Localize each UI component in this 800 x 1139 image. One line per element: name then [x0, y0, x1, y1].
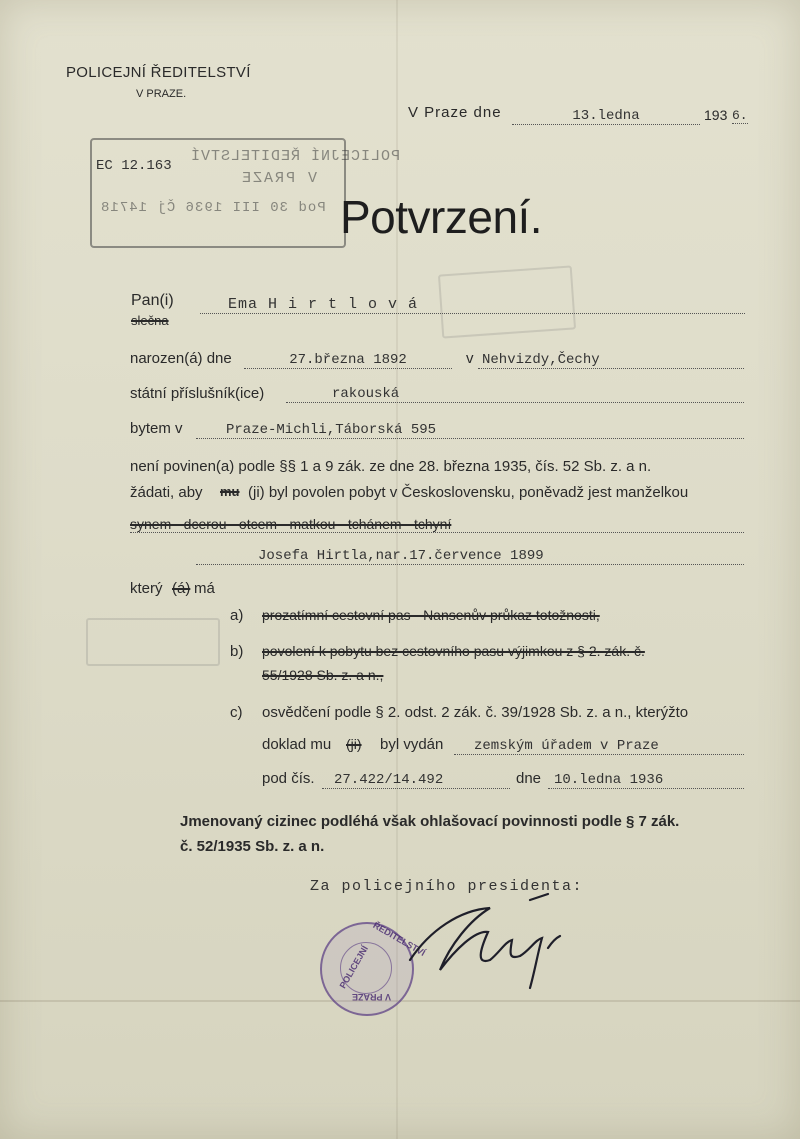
item-a-text: prozatímní cestovní pas - Nansenův průkaz totožnosti,	[262, 607, 600, 623]
place-label: V Praze dne	[408, 104, 502, 121]
issuer-field: zemským úřadem v Praze	[454, 738, 744, 755]
item-c-text: osvědčení podle § 2. odst. 2 zák. č. 39/1928 Sb. z. a n., kterýžto	[262, 704, 689, 721]
law-statement: není povinen(a) podle §§ 1 a 9 zák. ze dne 28. března 1935, čís. 52 Sb. z. a n.	[130, 458, 652, 475]
closing-statement: Jmenovaný cizinec podléhá však ohlašovací povinnosti podle § 7 zák.	[180, 813, 680, 830]
item-c-label: c)	[230, 704, 243, 721]
authority-city: V PRAZE.	[136, 88, 187, 100]
number-label: pod čís.	[262, 770, 315, 787]
birth-date-field: 27.března 1892	[244, 352, 452, 369]
stamp-text: V PRAZE	[240, 170, 318, 187]
which-struck: (á)	[172, 580, 191, 597]
slecna-label: slečna	[131, 313, 169, 328]
request-end: (ji) byl povolen pobyt v Československu, poněvadž jest manželkou	[248, 484, 689, 501]
year-prefix: 193	[704, 107, 728, 123]
issue-date-label: dne	[516, 770, 542, 787]
in-label: v	[466, 350, 474, 367]
citizenship-label: státní příslušník(ice)	[130, 385, 265, 402]
number-field: 27.422/14.492	[322, 772, 510, 789]
doc-issued-label: byl vydán	[380, 736, 444, 753]
stamp-text: POLICEJNÍ ŘEDITELSTVÍ	[190, 148, 401, 165]
residing-label: bytem v	[130, 420, 183, 437]
which-prefix: který	[130, 580, 163, 597]
date-field: 13.ledna	[512, 108, 700, 125]
stamp-text: Pod 30 III 1936 Čj 14718	[100, 200, 326, 216]
item-b-text: povolení k pobytu bez cestovního pasu výjimkou z § 2. zák. č.	[262, 643, 645, 659]
birthplace-field: Nehvizdy,Čechy	[478, 352, 744, 369]
document-title: Potvrzení.	[340, 191, 543, 243]
relations-struck: synem - dcerou - otcem - matkou - tchánem - tchyní	[130, 516, 744, 533]
doc-issued-prefix: doklad mu	[262, 736, 332, 753]
item-a-label: a)	[230, 607, 244, 624]
faint-stamp	[86, 618, 220, 666]
born-label: narozen(á) dne	[130, 350, 232, 367]
request-mu: mu	[220, 484, 240, 499]
closing-statement-cont: č. 52/1935 Sb. z. a n.	[180, 838, 325, 855]
pan-label: Pan(i)	[131, 292, 174, 309]
citizenship-field: rakouská	[286, 386, 744, 403]
stamp-reference: EC 12.163	[96, 158, 172, 174]
residence-field: Praze-Michli,Táborská 595	[196, 422, 744, 439]
for-president-label: Za policejního presidenta:	[310, 878, 584, 895]
item-b-text-cont: 55/1928 Sb. z. a n.,	[262, 667, 384, 683]
year-digit: 6.	[732, 108, 748, 123]
name-field: Ema H i r t l o v á	[200, 296, 745, 314]
spouse-field: Josefa Hirtla,nar.17.července 1899	[196, 548, 744, 565]
item-b-label: b)	[230, 643, 244, 660]
request-start: žádati, aby	[130, 484, 203, 501]
authority-name: POLICEJNÍ ŘEDITELSTVÍ	[66, 64, 251, 81]
signature-scribble	[380, 890, 580, 1000]
issue-date-field: 10.ledna 1936	[548, 772, 744, 789]
doc-ji-struck: (ji)	[346, 736, 362, 752]
police-seal: POLICEJNÍ ŘEDITELSTVÍ V PRAZE	[320, 922, 414, 1016]
which-suffix: má	[194, 580, 215, 597]
